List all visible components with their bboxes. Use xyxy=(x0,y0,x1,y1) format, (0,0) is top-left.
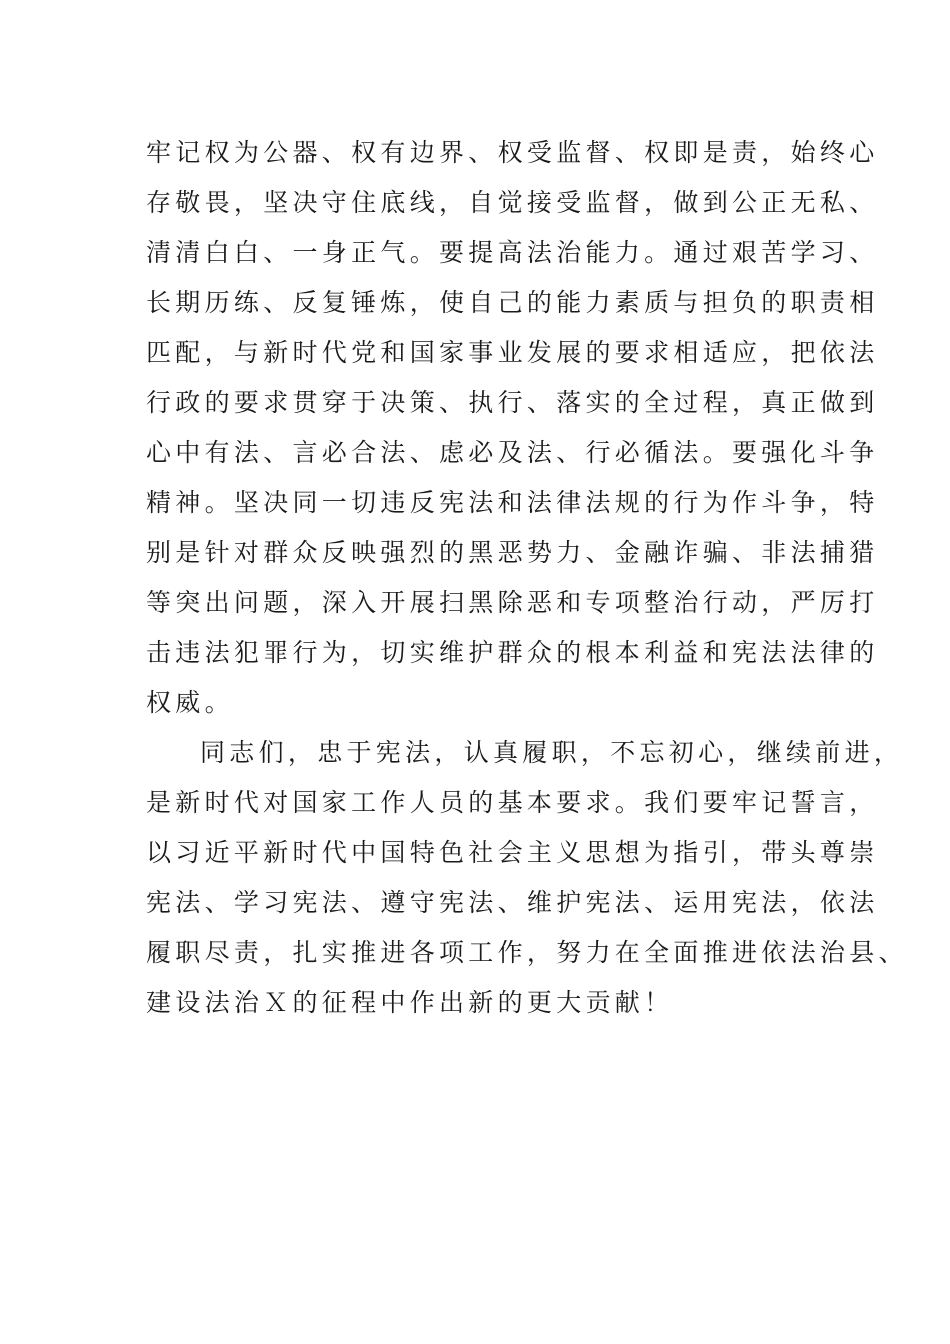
text-line: 等突出问题，深入开展扫黑除恶和专项整治行动，严厉打 xyxy=(146,588,879,617)
text-line: 同志们，忠于宪法，认真履职，不忘初心，继续前进， xyxy=(200,738,904,767)
text-line: 存敬畏，坚决守住底线，自觉接受监督，做到公正无私、 xyxy=(146,188,879,217)
text-line: 匹配，与新时代党和国家事业发展的要求相适应，把依法 xyxy=(146,338,879,367)
text-line: 宪法、学习宪法、遵守宪法、维护宪法、运用宪法，依法 xyxy=(146,888,879,917)
text-line: 击违法犯罪行为，切实维护群众的根本利益和宪法法律的 xyxy=(146,638,879,667)
text-line: 以习近平新时代中国特色社会主义思想为指引，带头尊崇 xyxy=(146,838,879,867)
text-line: 心中有法、言必合法、虑必及法、行必循法。要强化斗争 xyxy=(146,438,879,467)
text-line: 精神。坚决同一切违反宪法和法律法规的行为作斗争，特 xyxy=(146,488,879,517)
paragraph-2 xyxy=(146,728,908,1028)
text-line: 是新时代对国家工作人员的基本要求。我们要牢记誓言， xyxy=(146,788,879,817)
text-line: 权威。 xyxy=(146,688,234,717)
text-line: 长期历练、反复锤炼，使自己的能力素质与担负的职责相 xyxy=(146,288,879,317)
text-line: 别是针对群众反映强烈的黑恶势力、金融诈骗、非法捕猎 xyxy=(146,538,879,567)
text-line: 履职尽责，扎实推进各项工作，努力在全面推进依法治县、 xyxy=(146,938,908,967)
text-line: 行政的要求贯穿于决策、执行、落实的全过程，真正做到 xyxy=(146,388,879,417)
text-line: 牢记权为公器、权有边界、权受监督、权即是责，始终心 xyxy=(146,138,879,167)
text-line: 清清白白、一身正气。要提高法治能力。通过艰苦学习、 xyxy=(146,238,879,267)
document-body xyxy=(146,128,908,1028)
text-line: 建设法治Ｘ的征程中作出新的更大贡献！ xyxy=(146,988,674,1017)
paragraph-1 xyxy=(146,128,879,728)
